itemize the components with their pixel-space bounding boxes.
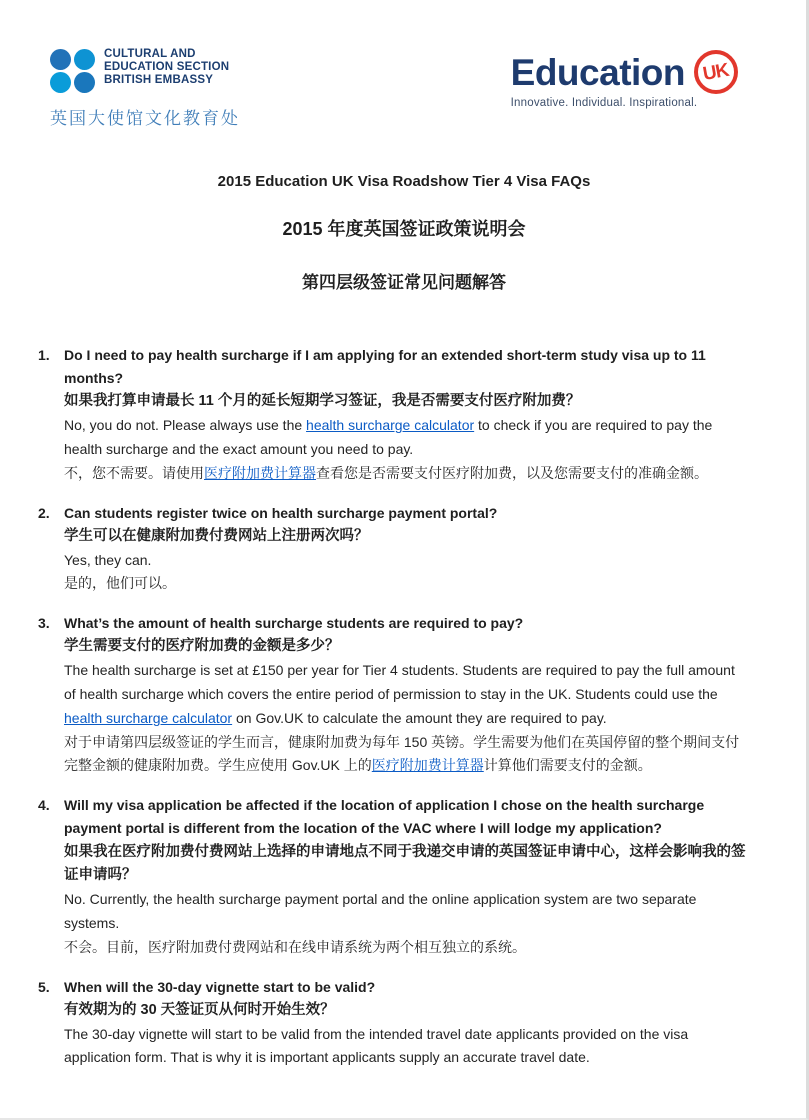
answer-text: The 30-day vignette will start to be valid from the intended travel date applicants provided on the visa application form. That is why it is important applicants supply an accurate travel date. <box>64 1025 689 1066</box>
answer-text: 查看您是否需要支付医疗附加费，以及您需要支付的准确金额。 <box>316 464 708 481</box>
health-surcharge-calculator-link[interactable]: health surcharge calculator <box>64 709 233 726</box>
faq-item <box>38 344 746 486</box>
answer-text: on Gov.UK to calculate the amount they are required to pay. <box>232 709 607 726</box>
faq-question-en: What’s the amount of health surcharge students are required to pay? <box>64 615 524 632</box>
faq-answers <box>64 549 746 597</box>
faq-answers <box>64 888 746 959</box>
faq-number: 5. <box>38 978 50 995</box>
faq-question-en: Will my visa application be affected if the location of application I chose on the health surcharge payment portal is different from the location of the VAC where I will lodge my application? <box>64 797 705 837</box>
dot-top-right <box>74 49 95 70</box>
document-title-en: 2015 Education UK Visa Roadshow Tier 4 Visa FAQs <box>217 173 591 190</box>
faq-question-en: Can students register twice on health surcharge payment portal? <box>64 504 498 521</box>
faq-answer-paragraph <box>64 414 746 462</box>
faq-question-en: Do I need to pay health surcharge if I am applying for an extended short-term study visa up to 11 months? <box>64 347 706 387</box>
faq-number: 1. <box>38 347 50 363</box>
faq-answer-paragraph <box>64 731 746 779</box>
document-title-zh1: 2015 年度英国签证政策说明会 <box>282 219 526 239</box>
title-block <box>38 173 770 293</box>
answer-text: 不，您不需要。请使用 <box>64 464 204 481</box>
faq-list <box>38 344 770 1070</box>
answer-text: The health surcharge is set at £150 per year for Tier 4 students. Students are required to pay the full amount of health surcharge which covers the entire period of permission to stay in the UK. Students could use the <box>64 662 735 703</box>
faq-question-zh: 有效期为的 30 天签证页从何时开始生效？ <box>64 1001 335 1018</box>
document-header <box>38 48 770 129</box>
faq-question-en: When will the 30-day vignette start to be valid? <box>64 978 376 995</box>
faq-number: 4. <box>38 797 50 814</box>
faq-question-zh: 学生可以在健康附加费付费网站上注册两次吗？ <box>64 527 369 544</box>
answer-text: 对于申请第四层级签证的学生而言，健康附加费为每年 150 英镑。学生需要为他们在英国停留的整个期间支付完整金额的健康附加费。学生应使用 Gov.UK 上的 <box>64 733 740 774</box>
faq-body <box>64 502 746 597</box>
dot-bottom-right <box>74 72 95 93</box>
embassy-logo-line3: BRITISH EMBASSY <box>104 74 214 86</box>
faq-answers <box>64 414 746 485</box>
health-surcharge-calculator-link-zh[interactable]: 医疗附加费计算器 <box>371 757 484 774</box>
answer-text: No, you do not. Please always use the <box>64 417 307 434</box>
answer-text: to check if you are required to pay the health surcharge and the exact amount you need to pay. <box>64 417 713 458</box>
faq-answer-paragraph <box>64 1023 746 1071</box>
faq-question-zh: 学生需要支付的医疗附加费的金额是多少？ <box>64 638 340 655</box>
british-embassy-logo <box>50 48 240 129</box>
faq-item <box>38 502 746 597</box>
dot-bottom-left <box>50 72 71 93</box>
dot-top-left <box>50 49 71 70</box>
faq-answer-paragraph <box>64 659 746 730</box>
faq-body <box>64 794 746 959</box>
answer-text: 不会。目前，医疗附加费付费网站和在线申请系统为两个相互独立的系统。 <box>64 938 526 955</box>
answer-text: 计算他们需要支付的金额。 <box>483 757 652 774</box>
document-title-zh2: 第四层级签证常见问题解答 <box>302 273 506 292</box>
embassy-logo-text <box>104 48 229 87</box>
uk-ring-letters: UK <box>701 59 731 85</box>
faq-question-zh: 如果我在医疗附加费付费网站上选择的申请地点不同于我递交申请的英国签证申请中心，这样会影响我的签证申请吗？ <box>64 843 746 884</box>
faq-item <box>38 612 746 778</box>
uk-ring-icon <box>694 50 738 94</box>
four-dots-icon <box>50 49 95 93</box>
faq-answer-paragraph <box>64 936 746 960</box>
embassy-logo-line1: CULTURAL AND <box>104 48 196 60</box>
faq-answer-paragraph <box>64 549 746 573</box>
embassy-logo-line2: EDUCATION SECTION <box>104 61 230 73</box>
health-surcharge-calculator-link[interactable]: health surcharge calculator <box>306 417 475 434</box>
embassy-logo-chinese: 英国大使馆文化教育处 <box>50 109 240 128</box>
faq-number: 3. <box>38 615 50 632</box>
answer-text: 是的，他们可以。 <box>64 575 176 592</box>
faq-body <box>64 344 746 486</box>
faq-item <box>38 794 746 959</box>
faq-answers <box>64 659 746 778</box>
health-surcharge-calculator-link-zh[interactable]: 医疗附加费计算器 <box>204 464 316 481</box>
education-uk-logo <box>511 50 738 109</box>
faq-body <box>64 976 746 1071</box>
faq-answers <box>64 1023 746 1071</box>
education-uk-tagline: Innovative. Individual. Inspirational. <box>510 97 698 109</box>
faq-number: 2. <box>38 504 50 521</box>
answer-text: Yes, they can. <box>64 551 152 568</box>
education-wordmark: Education <box>510 51 685 93</box>
faq-answer-paragraph <box>64 572 746 596</box>
faq-question-zh: 如果我打算申请最长 11 个月的延长短期学习签证，我是否需要支付医疗附加费？ <box>64 393 581 410</box>
faq-body <box>64 612 746 778</box>
faq-item <box>38 976 746 1071</box>
faq-answer-paragraph <box>64 888 746 936</box>
faq-answer-paragraph <box>64 462 746 486</box>
answer-text: No. Currently, the health surcharge payment portal and the online application system are two separate systems. <box>64 891 697 931</box>
